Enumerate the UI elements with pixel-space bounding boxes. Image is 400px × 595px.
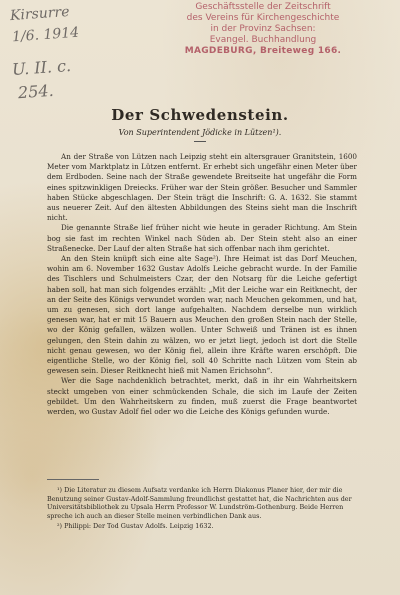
footnote: ²) Philippi: Der Tod Gustav Adolfs. Leipzig 1632. bbox=[57, 522, 214, 531]
paragraph: Die genannte Straße lief früher nicht wie heute in gerader Richtung. Am Stein bog sie fast im rechten Winkel nach Süden ab. Der Stein steht also an einer Straßenecke. Der Lauf der alten Straße hat sich offenbar nach ihm gerichtet. bbox=[47, 223, 357, 253]
title-divider bbox=[194, 141, 206, 142]
handwritten-shelfmark: U. II. c. bbox=[11, 55, 72, 80]
handwritten-date: 1/6. 1914 bbox=[11, 24, 80, 46]
article-title: Der Schwedenstein. bbox=[111, 106, 289, 124]
paragraph: An der Straße von Lützen nach Leipzig steht ein altersgrauer Granitstein, 1600 Meter vom Marktplatz in Lützen entfernt. Er erhebt sich ungefähr einen Meter über dem Erdboden. Seine nach der Straße gewendete Breitseite hat ungefähr die Form eines spitzwinkligen Dreiecks. Früher war der Stein größer. Besucher und Sammler haben Stücke abgeschlagen. Der Stein trägt die Inschrift: G. A. 1632. Sie stammt aus neuerer Zeit. Auf den ältesten Abbildungen des Steins sieht man die Inschrift nicht. bbox=[47, 152, 357, 223]
handwritten-note: Kirsurre bbox=[9, 3, 70, 25]
stamp-line: des Vereins für Kirchengeschichte bbox=[186, 13, 340, 23]
footnote: ¹) Die Literatur zu diesem Aufsatz verdanke ich Herrn Diakonus Planer hier, der mir die Benutzung seiner Gustav-Adolf-Sammlung freundlichst gestattet hat, die Nachrichten aus der Universitätsbibliothek zu Upsala Herrn Professor W. Lundström-Gothenburg. Beide Herren spreche ich auch an dieser Stelle meinen verbindlichen Dank aus. bbox=[47, 486, 352, 520]
paragraph: Wer die Sage nachdenklich betrachtet, merkt, daß in ihr ein Wahrheitskern steckt umgeben von einer schmückenden Schale, die sich im Laufe der Zeiten gebildet. Um den Wahrheitskern zu finden, muß zuerst die Frage beantwortet werden, wo Gustav Adolf fiel oder wo die Leiche des Königs gefunden wurde. bbox=[47, 376, 357, 417]
handwritten-number: 254. bbox=[17, 80, 55, 103]
article-author: Von Superintendent Jödicke in Lützen¹). bbox=[118, 128, 282, 137]
article-body bbox=[47, 152, 357, 417]
footnote-divider bbox=[47, 479, 99, 480]
footnotes bbox=[47, 486, 357, 533]
stamp-line: Geschäftsstelle der Zeitschrift bbox=[195, 2, 331, 12]
stamp-line: MAGDEBURG, Breiteweg 166. bbox=[184, 46, 342, 56]
stamp-line: in der Provinz Sachsen: bbox=[210, 24, 316, 34]
stamp-line: Evangel. Buchhandlung bbox=[209, 35, 317, 45]
paragraph: An den Stein knüpft sich eine alte Sage²). Ihre Heimat ist das Dorf Meuchen, wohin am 6. November 1632 Gustav Adolfs Leiche gebracht wurde. In der Familie des Tischlers und Schulmeisters Czar, der den Notsarg für die Leiche gefertigt haben soll, hat man sich folgendes erzählt: „Mit der Leiche war ein Reitknecht, der an der Seite des Königs verwundet worden war, nach Meuchen gekommen, und hat, um zu genesen, sich dort lange aufgehalten. Nachdem derselbe nun wirklich genesen war, hat er mit 15 Bauern aus Meuchen den großen Stein nach der Stelle, wo der König gefallen, wälzen wollen. Unter Schweiß und Tränen ist es ihnen gelungen, den Stein dahin zu wälzen, wo er jetzt liegt, jedoch ist dort die Stelle nicht genau gewesen, wo der König fiel, allein ihre Kräfte waren erschöpft. Die eigentliche Stelle, wo der König fiel, soll 40 Schritte nach Lützen vom Stein ab gewesen sein. Dieser Reitknecht hieß mit Namen Erichsohn“. bbox=[47, 254, 357, 376]
publisher-stamp bbox=[138, 2, 388, 68]
